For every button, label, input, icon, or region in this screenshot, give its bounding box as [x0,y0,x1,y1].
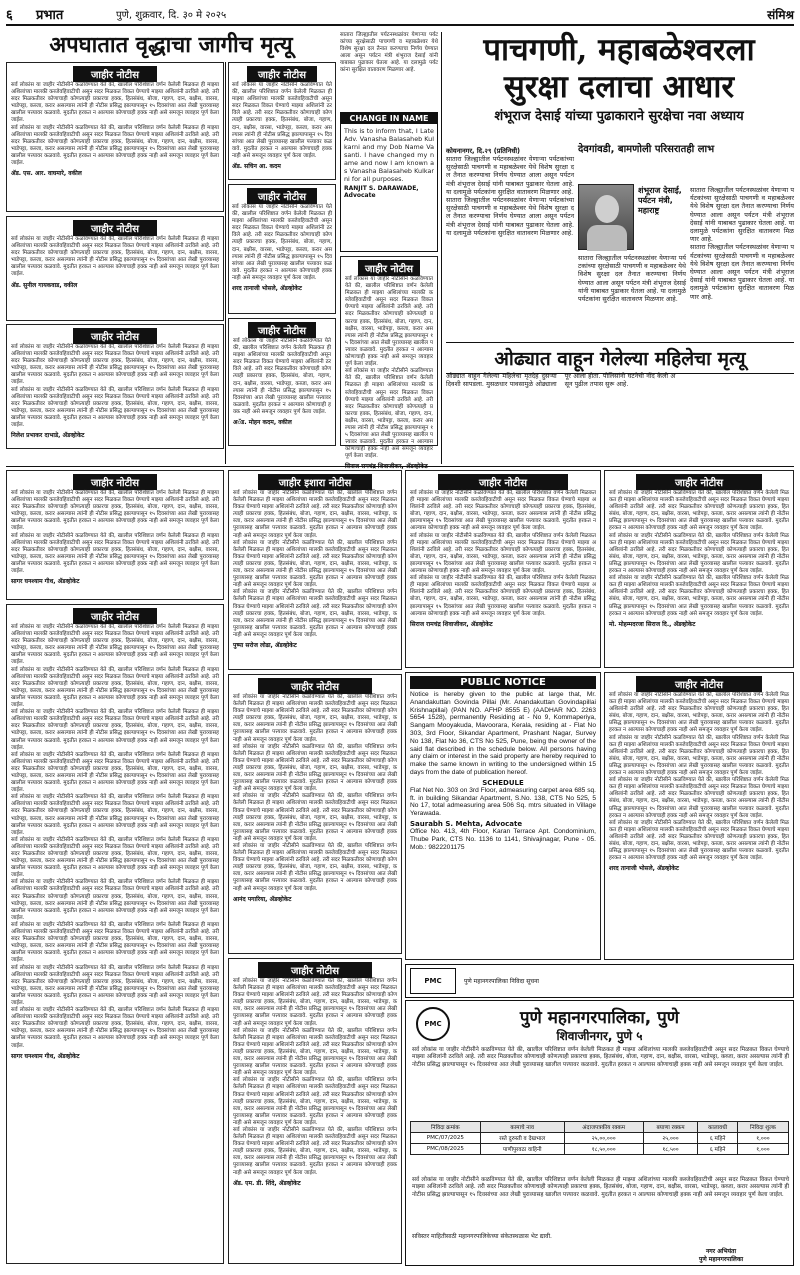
table-cell: १,००० [737,1144,788,1155]
notice-heading: जाहीर नोटीस [247,188,317,204]
notice-body: सर्व लोकांस या जाहीर नोटीसीने कळविण्यात येते की, खालील परिशिष्टात वर्णन केलेली मिळकत ही माझ्या अशिलांच्या मालकी कब्जेवहिवाटीची असून सदर मिळकत विकत घेण्याचे माझ्या अशिलांनी ठरविले आहे. तरी सदर मिळकतीवर कोणाचाही कोणत्याही प्रकारचा हक्क, हितसंबंध, बोजा, गहाण, दान, बक्षीस, वारसा, भाडेपट्टा, कब्जा, करार असल्यास त्यांनी ही नोटीस प्रसिद्ध झाल्यापासून १५ दिवसांच्या आत लेखी पुराव्यासह खालील पत्त्यावर कळवावे. मुदतीत हरकत न आल्यास कोणाचाही हक्क नाही असे समजून व्यवहार पूर्ण केला जाईल. [233,338,331,415]
schedule-text: Flat Net No. 303 on 3rd Floor, admeasuring carpet area 685 sq. ft. in building Sikandar Apartment, S.No. 138, CTS No 525, 5 No 17, total admeasuring area 506 Sq. mtrs situated in Village Yerawada. [410,786,596,818]
left-headline: अपघातात वृद्धाचा जागीच मृत्यू [49,32,293,58]
notice-body: सर्व लोकांस या जाहीर नोटीसीने कळविण्यात येते की, खालील परिशिष्टात वर्णन केलेली मिळकत ही माझ्या अशिलांच्या मालकी कब्जेवहिवाटीची असून सदर मिळकत विकत घेण्याचे माझ्या अशिलांनी ठरविले आहे. तरी सदर मिळकतीवर कोणाचाही कोणत्याही प्रकारचा हक्क, हितसंबंध, बोजा, गहाण, दान, बक्षीस, वारसा, भाडेपट्टा, कब्जा, करार असल्यास त्यांनी ही नोटीस प्रसिद्ध झाल्यापासून १५ दिवसांच्या आत लेखी पुराव्यासह खालील पत्त्यावर कळवावे. मुदतीत हरकत न आल्यास कोणाचाही हक्क नाही असे समजून व्यवहार पूर्ण केला जाईल. [11,709,219,751]
notice-13 [405,470,601,668]
pmc-sign-org: पुणे महानगरपालिका [698,1256,744,1263]
notice-body: सर्व लोकांस या जाहीर नोटीसीने कळविण्यात येते की, खालील परिशिष्टात वर्णन केलेली मिळकत ही माझ्या अशिलांच्या मालकी कब्जेवहिवाटीची असून सदर मिळकत विकत घेण्याचे माझ्या अशिलांनी ठरविले आहे. तरी सदर मिळकतीवर कोणाचाही कोणत्याही प्रकारचा हक्क, हितसंबंध, बोजा, गहाण, दान, बक्षीस, वारसा, भाडेपट्टा, कब्जा, करार असल्यास त्यांनी ही नोटीस प्रसिद्ध झाल्यापासून १५ दिवसांच्या आत लेखी पुराव्यासह खालील पत्त्यावर कळवावे. मुदतीत हरकत न आल्यास कोणाचाही हक्क नाही असे समजून व्यवहार पूर्ण केला जाईल. [11,964,219,1006]
story-text: सातारा जिल्ह्यातील पर्यटनस्थळांवर येणाऱ्या पर्यटकांच्या सुरक्षेसाठी पाचगणी व महाबळेश्वर येथे विशेष सुरक्षा दल तैनात करण्याचा निर्णय घेण्यात आला असून पर्यटन मंत्री शंभूराज देसाई यांनी याबाबत पुढाकार घेतला आहे. या दलामुळे पर्यटकांना सुरक्षित वातावरण मिळणार आहे. [446,155,574,196]
story-col-3 [690,186,794,336]
notice-body: सर्व लोकांस या जाहीर नोटीसीने कळविण्यात येते की, खालील परिशिष्टात वर्णन केलेली मिळकत ही माझ्या अशिलांच्या मालकी कब्जेवहिवाटीची असून सदर मिळकत विकत घेण्याचे माझ्या अशिलांनी ठरविले आहे. तरी सदर मिळकतीवर कोणाचाही कोणत्याही प्रकारचा हक्क, हितसंबंध, बोजा, गहाण, दान, बक्षीस, वारसा, भाडेपट्टा, कब्जा, करार असल्यास त्यांनी ही नोटीस प्रसिद्ध झाल्यापासून १५ दिवसांच्या आत लेखी पुराव्यासह खालील पत्त्यावर कळवावे. मुदतीत हरकत न आल्यास कोणाचाही हक्क नाही असे समजून व्यवहार पूर्ण केला जाईल. [410,575,596,617]
change-in-name-box [340,112,438,252]
notice-body: सर्व लोकांस या जाहीर नोटीसीने कळविण्यात येते की, खालील परिशिष्टात वर्णन केलेली मिळकत ही माझ्या अशिलांच्या मालकी कब्जेवहिवाटीची असून सदर मिळकत विकत घेण्याचे माझ्या अशिलांनी ठरविले आहे. तरी सदर मिळकतीवर कोणाचाही कोणत्याही प्रकारचा हक्क, हितसंबंध, बोजा, गहाण, दान, बक्षीस, वारसा, भाडेपट्टा, कब्जा, करार असल्यास त्यांनी ही नोटीस प्रसिद्ध झाल्यापासून १५ दिवसांच्या आत लेखी पुराव्यासह खालील पत्त्यावर कळवावे. मुदतीत हरकत न आल्यास कोणाचाही हक्क नाही असे समजून व्यवहार पूर्ण केला जाईल. [232,82,332,159]
notice-heading: जाहीर नोटीस [73,474,156,490]
notice-body: सर्व लोकांस या जाहीर नोटीसीने कळविण्यात येते की, खालील परिशिष्टात वर्णन केलेली मिळकत ही माझ्या अशिलांच्या मालकी कब्जेवहिवाटीची असून सदर मिळकत विकत घेण्याचे माझ्या अशिलांनी ठरविले आहे. तरी सदर मिळकतीवर कोणाचाही कोणत्याही प्रकारचा हक्क, हितसंबंध, बोजा, गहाण, दान, बक्षीस, वारसा, भाडेपट्टा, कब्जा, करार असल्यास त्यांनी ही नोटीस प्रसिद्ध झाल्यापासून १५ दिवसांच्या आत लेखी पुराव्यासह खालील पत्त्यावर कळवावे. मुदतीत हरकत न आल्यास कोणाचाही हक्क नाही असे समजून व्यवहार पूर्ण केला जाईल. [11,490,219,532]
pmc-title: पुणे महानगरपालिका, पुणे [519,1008,680,1028]
notice-heading: जाहीर इशारा नोटीस [258,474,373,490]
table-cell: PMC/08/2025 [411,1144,481,1155]
notice-body: सर्व लोकांस या जाहीर नोटीसीने कळविण्यात येते की, खालील परिशिष्टात वर्णन केलेली मिळकत ही माझ्या अशिलांच्या मालकी कब्जेवहिवाटीची असून सदर मिळकत विकत घेण्याचे माझ्या अशिलांनी ठरविले आहे. तरी सदर मिळकतीवर कोणाचाही कोणत्याही प्रकारचा हक्क, हितसंबंध, बोजा, गहाण, दान, बक्षीस, वारसा, भाडेपट्टा, कब्जा, करार असल्यास त्यांनी ही नोटीस प्रसिद्ध झाल्यापासून १५ दिवसांच्या आत लेखी पुराव्यासह खालील पत्त्यावर कळवावे. मुदतीत हरकत न आल्यास कोणाचाही हक्क नाही असे समजून व्यवहार पूर्ण केला जाईल. [233,743,397,793]
change-in-name-advocate: RANJIT S. DARAWADE, Advocate [344,185,419,199]
notice-signature: ॲड. एम. डी. शिंदे, ॲडव्होकेट [233,1179,301,1187]
notice-body: सर्व लोकांस या जाहीर नोटीसीने कळविण्यात येते की, खालील परिशिष्टात वर्णन केलेली मिळकत ही माझ्या अशिलांच्या मालकी कब्जेवहिवाटीची असून सदर मिळकत विकत घेण्याचे माझ्या अशिलांनी ठरविले आहे. तरी सदर मिळकतीवर कोणाचाही कोणत्याही प्रकारचा हक्क, हितसंबंध, बोजा, गहाण, दान, बक्षीस, वारसा, भाडेपट्टा, कब्जा, करार असल्यास त्यांनी ही नोटीस प्रसिद्ध झाल्यापासून १५ दिवसांच्या आत लेखी पुराव्यासह खालील पत्त्यावर कळवावे. मुदतीत हरकत न आल्यास कोणाचाही हक्क नाही असे समजून व्यवहार पूर्ण केला जाईल. [11,921,219,964]
notice-15 [604,672,794,960]
notice-heading: जाहीर नोटीस [247,66,317,82]
table-cell: १८,५०,००० [564,1144,643,1155]
notice-body: सर्व लोकांस या जाहीर नोटीसीने कळविण्यात येते की, खालील परिशिष्टात वर्णन केलेली मिळकत ही माझ्या अशिलांच्या मालकी कब्जेवहिवाटीची असून सदर मिळकत विकत घेण्याचे माझ्या अशिलांनी ठरविले आहे. तरी सदर मिळकतीवर कोणाचाही कोणत्याही प्रकारचा हक्क, हितसंबंध, बोजा, गहाण, दान, बक्षीस, वारसा, भाडेपट्टा, कब्जा, करार असल्यास त्यांनी ही नोटीस प्रसिद्ध झाल्यापासून १५ दिवसांच्या आत लेखी पुराव्यासह खालील पत्त्यावर कळवावे. मुदतीत हरकत न आल्यास कोणाचाही हक्क नाही असे समजून व्यवहार पूर्ण केला जाईल. [232,204,332,281]
notice-9 [6,604,224,1264]
table-row [411,1133,789,1144]
table-header-row [411,1122,789,1133]
notice-body: सर्व लोकांस या जाहीर नोटीसीने कळविण्यात येते की, खालील परिशिष्टात वर्णन केलेली मिळकत ही माझ्या अशिलांच्या मालकी कब्जेवहिवाटीची असून सदर मिळकत विकत घेण्याचे माझ्या अशिलांनी ठरविले आहे. तरी सदर मिळकतीवर कोणाचाही कोणत्याही प्रकारचा हक्क, हितसंबंध, बोजा, गहाण, दान, बक्षीस, वारसा, भाडेपट्टा, कब्जा, करार असल्यास त्यांनी ही नोटीस प्रसिद्ध झाल्यापासून १५ दिवसांच्या आत लेखी पुराव्यासह खालील पत्त्यावर कळवावे. मुदतीत हरकत न आल्यास कोणाचाही हक्क नाही असे समजून व्यवहार पूर्ण केला जाईल. [11,386,219,429]
notice-heading: जाहीर नोटीस [636,474,762,490]
story-text: सातारा जिल्ह्यातील पर्यटनस्थळांवर येणाऱ्या पर्यटकांच्या सुरक्षेसाठी पाचगणी व महाबळेश्वर येथे विशेष सुरक्षा दल तैनात करण्याचा निर्णय घेण्यात आला असून पर्यटन मंत्री शंभूराज देसाई यांनी याबाबत पुढाकार घेतला आहे. या दलामुळे पर्यटकांना सुरक्षित वातावरण मिळणार आहे. [690,243,794,301]
paper-name: प्रभात [36,8,64,23]
notice-signature: पुष्पा सरोज लोढा, ॲडव्होकेट [233,641,297,649]
page-number: ६ [6,8,13,23]
notice-body: सर्व लोकांस या जाहीर नोटीसीने कळविण्यात येते की, खालील परिशिष्टात वर्णन केलेली मिळकत ही माझ्या अशिलांच्या मालकी कब्जेवहिवाटीची असून सदर मिळकत विकत घेण्याचे माझ्या अशिलांनी ठरविले आहे. तरी सदर मिळकतीवर कोणाचाही कोणत्याही प्रकारचा हक्क, हितसंबंध, बोजा, गहाण, दान, बक्षीस, वारसा, भाडेपट्टा, कब्जा, करार असल्यास त्यांनी ही नोटीस प्रसिद्ध झाल्यापासून १५ दिवसांच्या आत लेखी पुराव्यासह खालील पत्त्यावर कळवावे. मुदतीत हरकत न आल्यास कोणाचाही हक्क नाही असे समजून व्यवहार पूर्ण केला जाईल. [11,344,219,386]
photo-caption: शंभूराज देसाई, पर्यटन मंत्री, महाराष्ट्र [638,186,682,215]
pmc-body: सर्व लोकांस या जाहीर नोटीसीने कळविण्यात येते की, खालील परिशिष्टात वर्णन केलेली मिळकत ही माझ्या अशिलांच्या मालकी कब्जेवहिवाटीची असून सदर मिळकत विकत घेण्याचे माझ्या अशिलांनी ठरविले आहे. तरी सदर मिळकतीवर कोणाचाही कोणत्याही प्रकारचा हक्क, हितसंबंध, बोजा, गहाण, दान, बक्षीस, वारसा, भाडेपट्टा, कब्जा, करार असल्यास त्यांनी ही नोटीस प्रसिद्ध झाल्यापासून १५ दिवसांच्या आत लेखी पुराव्यासह खालील पत्त्यावर कळवावे. मुदतीत हरकत न आल्यास कोणाचाही हक्क नाही असे समजून व्यवहार पूर्ण केला जाईल. [412,1177,789,1198]
pmc-tender-table [410,1121,789,1155]
public-notice [405,672,601,960]
column-rule [225,62,226,464]
table-cell: १,००० [737,1133,788,1144]
notice-body: सर्व लोकांस या जाहीर नोटीसीने कळविण्यात येते की, खालील परिशिष्टात वर्णन केलेली मिळकत ही माझ्या अशिलांच्या मालकी कब्जेवहिवाटीची असून सदर मिळकत विकत घेण्याचे माझ्या अशिलांनी ठरविले आहे. तरी सदर मिळकतीवर कोणाचाही कोणत्याही प्रकारचा हक्क, हितसंबंध, बोजा, गहाण, दान, बक्षीस, वारसा, भाडेपट्टा, कब्जा, करार असल्यास त्यांनी ही नोटीस प्रसिद्ध झाल्यापासून १५ दिवसांच्या आत लेखी पुराव्यासह खालील पत्त्यावर कळवावे. मुदतीत हरकत न आल्यास कोणाचाही हक्क नाही असे समजून व्यवहार पूर्ण केला जाईल. [11,82,219,124]
story-text: सातारा जिल्ह्यातील पर्यटनस्थळांवर येणाऱ्या पर्यटकांच्या सुरक्षेसाठी पाचगणी व महाबळेश्वर येथे विशेष सुरक्षा दल तैनात करण्याचा निर्णय घेण्यात आला असून पर्यटन मंत्री शंभूराज देसाई यांनी याबाबत पुढाकार घेतला आहे. या दलामुळे पर्यटकांना सुरक्षित वातावरण मिळणार आहे. [690,186,794,244]
pmc-subtitle: शिवाजीनगर, पुणे ५ [556,1029,643,1043]
notice-body: सर्व लोकांस या जाहीर नोटीसीने कळविण्यात येते की, खालील परिशिष्टात वर्णन केलेली मिळकत ही माझ्या अशिलांच्या मालकी कब्जेवहिवाटीची असून सदर मिळकत विकत घेण्याचे माझ्या अशिलांनी ठरविले आहे. तरी सदर मिळकतीवर कोणाचाही कोणत्याही प्रकारचा हक्क, हितसंबंध, बोजा, गहाण, दान, बक्षीस, वारसा, भाडेपट्टा, कब्जा, करार असल्यास त्यांनी ही नोटीस प्रसिद्ध झाल्यापासून १५ दिवसांच्या आत लेखी पुराव्यासह खालील पत्त्यावर कळवावे. मुदतीत हरकत न आल्यास कोणाचाही हक्क नाही असे समजून व्यवहार पूर्ण केला जाईल. [233,694,397,743]
public-notice-advocate: Saurabh S. Mehta, Advocate [410,819,523,828]
notice-heading: जाहीर नोटीस [258,962,373,978]
newspaper-page [6,4,794,1270]
notice-signature: सागर घनश्याम गीध, ॲडव्होकेट [11,578,80,586]
notice-signature: मो. मोहम्मदरजा सिराज दि., ॲडव्होकेट [609,620,696,628]
notice-heading: जाहीर नोटीस [73,328,156,344]
notice-body: सर्व लोकांस या जाहीर नोटीसीने कळविण्यात येते की, खालील परिशिष्टात वर्णन केलेली मिळकत ही माझ्या अशिलांच्या मालकी कब्जेवहिवाटीची असून सदर मिळकत विकत घेण्याचे माझ्या अशिलांनी ठरविले आहे. तरी सदर मिळकतीवर कोणाचाही कोणत्याही प्रकारचा हक्क, हितसंबंध, बोजा, गहाण, दान, बक्षीस, वारसा, भाडेपट्टा, कब्जा, करार असल्यास त्यांनी ही नोटीस प्रसिद्ध झाल्यापासून १५ दिवसांच्या आत लेखी पुराव्यासह खालील पत्त्यावर कळवावे. मुदतीत हरकत न आल्यास कोणाचाही हक्क नाही असे समजून व्यवहार पूर्ण केला जाईल. [609,819,790,862]
notice-signature: सिराज रामचंद्र शिवाजीकर, ॲडव्होकेट [410,620,493,628]
notice-heading: जाहीर नोटीस [73,66,156,82]
notice-signature: सागर घनश्याम गीध, ॲडव्होकेट [11,1052,80,1060]
notice-signature: ॲड. एस. आर. वाघमारे, वकील [11,170,82,178]
table-cell: २५,००० [643,1133,698,1144]
notice-heading: जाहीर नोटीस [258,678,373,694]
notice-heading: जाहीर नोटीस [73,220,156,236]
notice-signature: ॲड. सुनील गायकवाड, वकील [11,281,78,289]
notice-14 [604,470,794,668]
notice-body: सर्व लोकांस या जाहीर नोटीसीने कळविण्यात येते की, खालील परिशिष्टात वर्णन केलेली मिळकत ही माझ्या अशिलांच्या मालकी कब्जेवहिवाटीची असून सदर मिळकत विकत घेण्याचे माझ्या अशिलांनी ठरविले आहे. तरी सदर मिळकतीवर कोणाचाही कोणत्याही प्रकारचा हक्क, हितसंबंध, बोजा, गहाण, दान, बक्षीस, वारसा, भाडेपट्टा, कब्जा, करार असल्यास त्यांनी ही नोटीस प्रसिद्ध झाल्यापासून १५ दिवसांच्या आत लेखी पुराव्यासह खालील पत्त्यावर कळवावे. मुदतीत हरकत न आल्यास कोणाचाही हक्क नाही असे समजून व्यवहार पूर्ण केला जाईल. [609,575,790,617]
notice-signature: अॅड. मोहन कदम, वकील [233,419,292,427]
notice-signature: शरद तानाजी भोसले, ॲडव्होकेट [232,285,302,293]
notice-10 [228,470,402,670]
pmc-sign-title: नगर अभियंता [705,1248,737,1255]
section-divider [6,466,794,467]
notice-body: सर्व लोकांस या जाहीर नोटीसीने कळविण्यात येते की, खालील परिशिष्टात वर्णन केलेली मिळकत ही माझ्या अशिलांच्या मालकी कब्जेवहिवाटीची असून सदर मिळकत विकत घेण्याचे माझ्या अशिलांनी ठरविले आहे. तरी सदर मिळकतीवर कोणाचाही कोणत्याही प्रकारचा हक्क, हितसंबंध, बोजा, गहाण, दान, बक्षीस, वारसा, भाडेपट्टा, कब्जा, करार असल्यास त्यांनी ही नोटीस प्रसिद्ध झाल्यापासून १५ दिवसांच्या आत लेखी पुराव्यासह खालील पत्त्यावर कळवावे. मुदतीत हरकत न आल्यास कोणाचाही हक्क नाही असे समजून व्यवहार पूर्ण केला जाईल. [345,276,433,368]
pmc-signatory [656,1247,786,1263]
right-headline [444,32,794,126]
notice-body: सर्व लोकांस या जाहीर नोटीसीने कळविण्यात येते की, खालील परिशिष्टात वर्णन केलेली मिळकत ही माझ्या अशिलांच्या मालकी कब्जेवहिवाटीची असून सदर मिळकत विकत घेण्याचे माझ्या अशिलांनी ठरविले आहे. तरी सदर मिळकतीवर कोणाचाही कोणत्याही प्रकारचा हक्क, हितसंबंध, बोजा, गहाण, दान, बक्षीस, वारसा, भाडेपट्टा, कब्जा, करार असल्यास त्यांनी ही नोटीस प्रसिद्ध झाल्यापासून १५ दिवसांच्या आत लेखी पुराव्यासह खालील पत्त्यावर कळवावे. मुदतीत हरकत न आल्यास कोणाचाही हक्क नाही असे समजून व्यवहार पूर्ण केला जाईल. [609,777,790,819]
notice-body: सर्व लोकांस या जाहीर नोटीसीने कळविण्यात येते की, खालील परिशिष्टात वर्णन केलेली मिळकत ही माझ्या अशिलांच्या मालकी कब्जेवहिवाटीची असून सदर मिळकत विकत घेण्याचे माझ्या अशिलांनी ठरविले आहे. तरी सदर मिळकतीवर कोणाचाही कोणत्याही प्रकारचा हक्क, हितसंबंध, बोजा, गहाण, दान, बक्षीस, वारसा, भाडेपट्टा, कब्जा, करार असल्यास त्यांनी ही नोटीस प्रसिद्ध झाल्यापासून १५ दिवसांच्या आत लेखी पुराव्यासह खालील पत्त्यावर कळवावे. मुदतीत हरकत न आल्यास कोणाचाही हक्क नाही असे समजून व्यवहार पूर्ण केला जाईल. [11,236,219,278]
notice-body: सर्व लोकांस या जाहीर नोटीसीने कळविण्यात येते की, खालील परिशिष्टात वर्णन केलेली मिळकत ही माझ्या अशिलांच्या मालकी कब्जेवहिवाटीची असून सदर मिळकत विकत घेण्याचे माझ्या अशिलांनी ठरविले आहे. तरी सदर मिळकतीवर कोणाचाही कोणत्याही प्रकारचा हक्क, हितसंबंध, बोजा, गहाण, दान, बक्षीस, वारसा, भाडेपट्टा, कब्जा, करार असल्यास त्यांनी ही नोटीस प्रसिद्ध झाल्यापासून १५ दिवसांच्या आत लेखी पुराव्यासह खालील पत्त्यावर कळवावे. मुदतीत हरकत न आल्यास कोणाचाही हक्क नाही असे समजून व्यवहार पूर्ण केला जाईल. [233,978,397,1027]
notice-heading: जाहीर नोटीस [73,608,156,624]
public-notice-title: PUBLIC NOTICE [410,676,596,689]
section-name: संमिश्र [767,7,794,22]
notice-7 [228,318,336,446]
change-in-name-text: This is to inform that, I Late Adv. Vanasha Balasaheb Kulkarni and my Dob Name Vasanti. I have changed my name and now I am known as Vanasha Balasaheb Kulkarni for all purposes. [344,127,434,183]
notice-5 [228,184,336,314]
notice-body: सर्व लोकांस या जाहीर नोटीसीने कळविण्यात येते की, खालील परिशिष्टात वर्णन केलेली मिळकत ही माझ्या अशिलांच्या मालकी कब्जेवहिवाटीची असून सदर मिळकत विकत घेण्याचे माझ्या अशिलांनी ठरविले आहे. तरी सदर मिळकतीवर कोणाचाही कोणत्याही प्रकारचा हक्क, हितसंबंध, बोजा, गहाण, दान, बक्षीस, वारसा, भाडेपट्टा, कब्जा, करार असल्यास त्यांनी ही नोटीस प्रसिद्ध झाल्यापासून १५ दिवसांच्या आत लेखी पुराव्यासह खालील पत्त्यावर कळवावे. मुदतीत हरकत न आल्यास कोणाचाही हक्क नाही असे समजून व्यवहार पूर्ण केला जाईल. [11,751,219,794]
notice-body: सर्व लोकांस या जाहीर नोटीसीने कळविण्यात येते की, खालील परिशिष्टात वर्णन केलेली मिळकत ही माझ्या अशिलांच्या मालकी कब्जेवहिवाटीची असून सदर मिळकत विकत घेण्याचे माझ्या अशिलांनी ठरविले आहे. तरी सदर मिळकतीवर कोणाचाही कोणत्याही प्रकारचा हक्क, हितसंबंध, बोजा, गहाण, दान, बक्षीस, वारसा, भाडेपट्टा, कब्जा, करार असल्यास त्यांनी ही नोटीस प्रसिद्ध झाल्यापासून १५ दिवसांच्या आत लेखी पुराव्यासह खालील पत्त्यावर कळवावे. मुदतीत हरकत न आल्यास कोणाचाही हक्क नाही असे समजून व्यवहार पूर्ण केला जाईल. [11,624,219,666]
table-header-cell: कामाचे नाव [480,1122,564,1133]
change-in-name-title: CHANGE IN NAME [341,113,437,124]
notice-body: सर्व लोकांस या जाहीर नोटीसीने कळविण्यात येते की, खालील परिशिष्टात वर्णन केलेली मिळकत ही माझ्या अशिलांच्या मालकी कब्जेवहिवाटीची असून सदर मिळकत विकत घेण्याचे माझ्या अशिलांनी ठरविले आहे. तरी सदर मिळकतीवर कोणाचाही कोणत्याही प्रकारचा हक्क, हितसंबंध, बोजा, गहाण, दान, बक्षीस, वारसा, भाडेपट्टा, कब्जा, करार असल्यास त्यांनी ही नोटीस प्रसिद्ध झाल्यापासून १५ दिवसांच्या आत लेखी पुराव्यासह खालील पत्त्यावर कळवावे. मुदतीत हरकत न आल्यास कोणाचाही हक्क नाही असे समजून व्यवहार पूर्ण केला जाईल. [410,490,596,532]
notice-body: सर्व लोकांस या जाहीर नोटीसीने कळविण्यात येते की, खालील परिशिष्टात वर्णन केलेली मिळकत ही माझ्या अशिलांच्या मालकी कब्जेवहिवाटीची असून सदर मिळकत विकत घेण्याचे माझ्या अशिलांनी ठरविले आहे. तरी सदर मिळकतीवर कोणाचाही कोणत्याही प्रकारचा हक्क, हितसंबंध, बोजा, गहाण, दान, बक्षीस, वारसा, भाडेपट्टा, कब्जा, करार असल्यास त्यांनी ही नोटीस प्रसिद्ध झाल्यापासून १५ दिवसांच्या आत लेखी पुराव्यासह खालील पत्त्यावर कळवावे. मुदतीत हरकत न आल्यास कोणाचाही हक्क नाही असे समजून व्यवहार पूर्ण केला जाईल. [233,539,397,589]
notice-signature: निलेश प्रभाकर दाभाडे, ॲडव्होकेट [11,432,85,440]
story-subhead: देवगांवडी, बामणोली परिसरातही लाभ [578,144,715,155]
notice-body: सर्व लोकांस या जाहीर नोटीसीने कळविण्यात येते की, खालील परिशिष्टात वर्णन केलेली मिळकत ही माझ्या अशिलांच्या मालकी कब्जेवहिवाटीची असून सदर मिळकत विकत घेण्याचे माझ्या अशिलांनी ठरविले आहे. तरी सदर मिळकतीवर कोणाचाही कोणत्याही प्रकारचा हक्क, हितसंबंध, बोजा, गहाण, दान, बक्षीस, वारसा, भाडेपट्टा, कब्जा, करार असल्यास त्यांनी ही नोटीस प्रसिद्ध झाल्यापासून १५ दिवसांच्या आत लेखी पुराव्यासह खालील पत्त्यावर कळवावे. मुदतीत हरकत न आल्यास कोणाचाही हक्क नाही असे समजून व्यवहार पूर्ण केला जाईल. [11,124,219,167]
story-col-2-head [578,144,794,182]
notice-signature: शरद तानाजी भोसले, ॲडव्होकेट [609,865,679,873]
notice-body: सर्व लोकांस या जाहीर नोटीसीने कळविण्यात येते की, खालील परिशिष्टात वर्णन केलेली मिळकत ही माझ्या अशिलांच्या मालकी कब्जेवहिवाटीची असून सदर मिळकत विकत घेण्याचे माझ्या अशिलांनी ठरविले आहे. तरी सदर मिळकतीवर कोणाचाही कोणत्याही प्रकारचा हक्क, हितसंबंध, बोजा, गहाण, दान, बक्षीस, वारसा, भाडेपट्टा, कब्जा, करार असल्यास त्यांनी ही नोटीस प्रसिद्ध झाल्यापासून १५ दिवसांच्या आत लेखी पुराव्यासह खालील पत्त्यावर कळवावे. मुदतीत हरकत न आल्यास कोणाचाही हक्क नाही असे समजून व्यवहार पूर्ण केला जाईल. [11,794,219,836]
table-row [411,1144,789,1155]
right-headline-subtitle: शंभूराज देसाई यांच्या पुढाकाराने सुरक्षेचा नवा अध्याय [494,109,744,124]
notice-body: सर्व लोकांस या जाहीर नोटीसीने कळविण्यात येते की, खालील परिशिष्टात वर्णन केलेली मिळकत ही माझ्या अशिलांच्या मालकी कब्जेवहिवाटीची असून सदर मिळकत विकत घेण्याचे माझ्या अशिलांनी ठरविले आहे. तरी सदर मिळकतीवर कोणाचाही कोणत्याही प्रकारचा हक्क, हितसंबंध, बोजा, गहाण, दान, बक्षीस, वारसा, भाडेपट्टा, कब्जा, करार असल्यास त्यांनी ही नोटीस प्रसिद्ध झाल्यापासून १५ दिवसांच्या आत लेखी पुराव्यासह खालील पत्त्यावर कळवावे. मुदतीत हरकत न आल्यास कोणाचाही हक्क नाही असे समजून व्यवहार पूर्ण केला जाईल. [609,490,790,532]
notice-body: सर्व लोकांस या जाहीर नोटीसीने कळविण्यात येते की, खालील परिशिष्टात वर्णन केलेली मिळकत ही माझ्या अशिलांच्या मालकी कब्जेवहिवाटीची असून सदर मिळकत विकत घेण्याचे माझ्या अशिलांनी ठरविले आहे. तरी सदर मिळकतीवर कोणाचाही कोणत्याही प्रकारचा हक्क, हितसंबंध, बोजा, गहाण, दान, बक्षीस, वारसा, भाडेपट्टा, कब्जा, करार असल्यास त्यांनी ही नोटीस प्रसिद्ध झाल्यापासून १५ दिवसांच्या आत लेखी पुराव्यासह खालील पत्त्यावर कळवावे. मुदतीत हरकत न आल्यास कोणाचाही हक्क नाही असे समजून व्यवहार पूर्ण केला जाईल. [233,1027,397,1077]
table-header-cell: बयाणा रक्कम [643,1122,698,1133]
notice-body: सर्व लोकांस या जाहीर नोटीसीने कळविण्यात येते की, खालील परिशिष्टात वर्णन केलेली मिळकत ही माझ्या अशिलांच्या मालकी कब्जेवहिवाटीची असून सदर मिळकत विकत घेण्याचे माझ्या अशिलांनी ठरविले आहे. तरी सदर मिळकतीवर कोणाचाही कोणत्याही प्रकारचा हक्क, हितसंबंध, बोजा, गहाण, दान, बक्षीस, वारसा, भाडेपट्टा, कब्जा, करार असल्यास त्यांनी ही नोटीस प्रसिद्ध झाल्यापासून १५ दिवसांच्या आत लेखी पुराव्यासह खालील पत्त्यावर कळवावे. मुदतीत हरकत न आल्यास कोणाचाही हक्क नाही असे समजून व्यवहार पूर्ण केला जाईल. [233,1126,397,1176]
ad-strip [405,964,794,998]
notice-body: सर्व लोकांस या जाहीर नोटीसीने कळविण्यात येते की, खालील परिशिष्टात वर्णन केलेली मिळकत ही माझ्या अशिलांच्या मालकी कब्जेवहिवाटीची असून सदर मिळकत विकत घेण्याचे माझ्या अशिलांनी ठरविले आहे. तरी सदर मिळकतीवर कोणाचाही कोणत्याही प्रकारचा हक्क, हितसंबंध, बोजा, गहाण, दान, बक्षीस, वारसा, भाडेपट्टा, कब्जा, करार असल्यास त्यांनी ही नोटीस प्रसिद्ध झाल्यापासून १५ दिवसांच्या आत लेखी पुराव्यासह खालील पत्त्यावर कळवावे. मुदतीत हरकत न आल्यास कोणाचाही हक्क नाही असे समजून व्यवहार पूर्ण केला जाईल. [609,692,790,734]
news-column: सातारा जिल्ह्यातील पर्यटनस्थळांवर येणाऱ्या पर्यटकांच्या सुरक्षेसाठी पाचगणी व महाबळेश्वर येथे विशेष सुरक्षा दल तैनात करण्याचा निर्णय घेण्यात आला असून पर्यटन मंत्री शंभूराज देसाई यांनी याबाबत पुढाकार घेतला आहे. या दलामुळे पर्यटकांना सुरक्षित वातावरण मिळणार आहे. [340,32,438,74]
notice-body: सर्व लोकांस या जाहीर नोटीसीने कळविण्यात येते की, खालील परिशिष्टात वर्णन केलेली मिळकत ही माझ्या अशिलांच्या मालकी कब्जेवहिवाटीची असून सदर मिळकत विकत घेण्याचे माझ्या अशिलांनी ठरविले आहे. तरी सदर मिळकतीवर कोणाचाही कोणत्याही प्रकारचा हक्क, हितसंबंध, बोजा, गहाण, दान, बक्षीस, वारसा, भाडेपट्टा, कब्जा, करार असल्यास त्यांनी ही नोटीस प्रसिद्ध झाल्यापासून १५ दिवसांच्या आत लेखी पुराव्यासह खालील पत्त्यावर कळवावे. मुदतीत हरकत न आल्यास कोणाचाही हक्क नाही असे समजून व्यवहार पूर्ण केला जाईल. [233,793,397,842]
notice-body: सर्व लोकांस या जाहीर नोटीसीने कळविण्यात येते की, खालील परिशिष्टात वर्णन केलेली मिळकत ही माझ्या अशिलांच्या मालकी कब्जेवहिवाटीची असून सदर मिळकत विकत घेण्याचे माझ्या अशिलांनी ठरविले आहे. तरी सदर मिळकतीवर कोणाचाही कोणत्याही प्रकारचा हक्क, हितसंबंध, बोजा, गहाण, दान, बक्षीस, वारसा, भाडेपट्टा, कब्जा, करार असल्यास त्यांनी ही नोटीस प्रसिद्ध झाल्यापासून १५ दिवसांच्या आत लेखी पुराव्यासह खालील पत्त्यावर कळवावे. मुदतीत हरकत न आल्यास कोणाचाही हक्क नाही असे समजून व्यवहार पूर्ण केला जाईल. [11,532,219,575]
notice-6 [340,256,438,460]
table-header-cell: अंदाजपत्रकीय रक्कम [564,1122,643,1133]
notice-12 [228,958,402,1264]
table-cell: ६ महिने [698,1144,738,1155]
notice-heading: जाहीर नोटीस [636,676,762,692]
story-col-2 [578,254,686,338]
notice-body: सर्व लोकांस या जाहीर नोटीसीने कळविण्यात येते की, खालील परिशिष्टात वर्णन केलेली मिळकत ही माझ्या अशिलांच्या मालकी कब्जेवहिवाटीची असून सदर मिळकत विकत घेण्याचे माझ्या अशिलांनी ठरविले आहे. तरी सदर मिळकतीवर कोणाचाही कोणत्याही प्रकारचा हक्क, हितसंबंध, बोजा, गहाण, दान, बक्षीस, वारसा, भाडेपट्टा, कब्जा, करार असल्यास त्यांनी ही नोटीस प्रसिद्ध झाल्यापासून १५ दिवसांच्या आत लेखी पुराव्यासह खालील पत्त्यावर कळवावे. मुदतीत हरकत न आल्यास कोणाचाही हक्क नाही असे समजून व्यवहार पूर्ण केला जाईल. [233,842,397,892]
notice-body: सर्व लोकांस या जाहीर नोटीसीने कळविण्यात येते की, खालील परिशिष्टात वर्णन केलेली मिळकत ही माझ्या अशिलांच्या मालकी कब्जेवहिवाटीची असून सदर मिळकत विकत घेण्याचे माझ्या अशिलांनी ठरविले आहे. तरी सदर मिळकतीवर कोणाचाही कोणत्याही प्रकारचा हक्क, हितसंबंध, बोजा, गहाण, दान, बक्षीस, वारसा, भाडेपट्टा, कब्जा, करार असल्यास त्यांनी ही नोटीस प्रसिद्ध झाल्यापासून १५ दिवसांच्या आत लेखी पुराव्यासह खालील पत्त्यावर कळवावे. मुदतीत हरकत न आल्यास कोणाचाही हक्क नाही असे समजून व्यवहार पूर्ण केला जाईल. [11,666,219,709]
notice-body: सर्व लोकांस या जाहीर नोटीसीने कळविण्यात येते की, खालील परिशिष्टात वर्णन केलेली मिळकत ही माझ्या अशिलांच्या मालकी कब्जेवहिवाटीची असून सदर मिळकत विकत घेण्याचे माझ्या अशिलांनी ठरविले आहे. तरी सदर मिळकतीवर कोणाचाही कोणत्याही प्रकारचा हक्क, हितसंबंध, बोजा, गहाण, दान, बक्षीस, वारसा, भाडेपट्टा, कब्जा, करार असल्यास त्यांनी ही नोटीस प्रसिद्ध झाल्यापासून १५ दिवसांच्या आत लेखी पुराव्यासह खालील पत्त्यावर कळवावे. मुदतीत हरकत न आल्यास कोणाचाही हक्क नाही असे समजून व्यवहार पूर्ण केला जाईल. [233,589,397,638]
pmc-intro: सर्व लोकांस या जाहीर नोटीसीने कळविण्यात येते की, खालील परिशिष्टात वर्णन केलेली मिळकत ही माझ्या अशिलांच्या मालकी कब्जेवहिवाटीची असून सदर मिळकत विकत घेण्याचे माझ्या अशिलांनी ठरविले आहे. तरी सदर मिळकतीवर कोणाचाही कोणत्याही प्रकारचा हक्क, हितसंबंध, बोजा, गहाण, दान, बक्षीस, वारसा, भाडेपट्टा, कब्जा, करार असल्यास त्यांनी ही नोटीस प्रसिद्ध झाल्यापासून १५ दिवसांच्या आत लेखी पुराव्यासह खालील पत्त्यावर कळवावे. मुदतीत हरकत न आल्यास कोणाचाही हक्क नाही असे समजून व्यवहार पूर्ण केला जाईल. [412,1047,789,1068]
dateline: पुणे, शुक्रवार, दि. ३० मे २०२५ [116,10,227,21]
table-cell: ६ महिने [698,1133,738,1144]
notice-body: सर्व लोकांस या जाहीर नोटीसीने कळविण्यात येते की, खालील परिशिष्टात वर्णन केलेली मिळकत ही माझ्या अशिलांच्या मालकी कब्जेवहिवाटीची असून सदर मिळकत विकत घेण्याचे माझ्या अशिलांनी ठरविले आहे. तरी सदर मिळकतीवर कोणाचाही कोणत्याही प्रकारचा हक्क, हितसंबंध, बोजा, गहाण, दान, बक्षीस, वारसा, भाडेपट्टा, कब्जा, करार असल्यास त्यांनी ही नोटीस प्रसिद्ध झाल्यापासून १५ दिवसांच्या आत लेखी पुराव्यासह खालील पत्त्यावर कळवावे. मुदतीत हरकत न आल्यास कोणाचाही हक्क नाही असे समजून व्यवहार पूर्ण केला जाईल. [609,532,790,575]
story-text: सातारा जिल्ह्यातील पर्यटनस्थळांवर येणाऱ्या पर्यटकांच्या सुरक्षेसाठी पाचगणी व महाबळेश्वर येथे विशेष सुरक्षा दल तैनात करण्याचा निर्णय घेण्यात आला असून पर्यटन मंत्री शंभूराज देसाई यांनी याबाबत पुढाकार घेतला आहे. या दलामुळे पर्यटकांना सुरक्षित वातावरण मिळणार आहे. [578,254,686,304]
pmc-logo: PMC [416,1007,450,1041]
river-story [446,372,794,462]
public-notice-address: Office No. 413, 4th Floor, Karan Terrace Apt. Condominium, Thube Park, CTS No. 1136 to 1141, Shivajinagar, Pune - 05. Mob.: 9822201175 [410,827,596,851]
notice-signature: आनंद पगारिया, ॲडव्होकेट [233,895,292,903]
minister-photo [578,184,634,250]
table-cell: १८,५०० [643,1144,698,1155]
story-dateline: कोयनानगर, दि.२९ (प्रतिनिधी) [446,147,521,155]
public-notice-text: Notice is hereby given to the public at large that, Mr. Anandakuttan Govinda Pillai (Mr. Anandakuttan Govindapillai Krishnapillai) (PAN NO. AFHP 8555 E) (AADHAR NO. 2263 5654 1528), permanently Residing at - No 9, Kommaperiya, Sangam Mooyakuda, Mavoorara, Kerala, residing at - Flat No 303, 3rd Floor, Sikandar Apartment, Prashant Nagar, Survey No 138, Flat No 36, CTS No 525, Pune, being the owner of the said flat described in the schedule below. All persons having any claim or interest in the said property are hereby required to make the same known in writing to the undersigned within 15 days from the date of publication hereof. [410,691,596,776]
notice-1 [6,62,224,212]
notice-body: सर्व लोकांस या जाहीर नोटीसीने कळविण्यात येते की, खालील परिशिष्टात वर्णन केलेली मिळकत ही माझ्या अशिलांच्या मालकी कब्जेवहिवाटीची असून सदर मिळकत विकत घेण्याचे माझ्या अशिलांनी ठरविले आहे. तरी सदर मिळकतीवर कोणाचाही कोणत्याही प्रकारचा हक्क, हितसंबंध, बोजा, गहाण, दान, बक्षीस, वारसा, भाडेपट्टा, कब्जा, करार असल्यास त्यांनी ही नोटीस प्रसिद्ध झाल्यापासून १५ दिवसांच्या आत लेखी पुराव्यासह खालील पत्त्यावर कळवावे. मुदतीत हरकत न आल्यास कोणाचाही हक्क नाही असे समजून व्यवहार पूर्ण केला जाईल. [345,368,433,460]
schedule-title: SCHEDULE [482,778,524,787]
notice-3 [6,324,224,449]
table-cell: रस्ते दुरुस्ती व देखभाल [480,1133,564,1144]
notice-body: सर्व लोकांस या जाहीर नोटीसीने कळविण्यात येते की, खालील परिशिष्टात वर्णन केलेली मिळकत ही माझ्या अशिलांच्या मालकी कब्जेवहिवाटीची असून सदर मिळकत विकत घेण्याचे माझ्या अशिलांनी ठरविले आहे. तरी सदर मिळकतीवर कोणाचाही कोणत्याही प्रकारचा हक्क, हितसंबंध, बोजा, गहाण, दान, बक्षीस, वारसा, भाडेपट्टा, कब्जा, करार असल्यास त्यांनी ही नोटीस प्रसिद्ध झाल्यापासून १५ दिवसांच्या आत लेखी पुराव्यासह खालील पत्त्यावर कळवावे. मुदतीत हरकत न आल्यास कोणाचाही हक्क नाही असे समजून व्यवहार पूर्ण केला जाईल. [11,879,219,921]
column-rule [441,32,442,464]
notice-body: सर्व लोकांस या जाहीर नोटीसीने कळविण्यात येते की, खालील परिशिष्टात वर्णन केलेली मिळकत ही माझ्या अशिलांच्या मालकी कब्जेवहिवाटीची असून सदर मिळकत विकत घेण्याचे माझ्या अशिलांनी ठरविले आहे. तरी सदर मिळकतीवर कोणाचाही कोणत्याही प्रकारचा हक्क, हितसंबंध, बोजा, गहाण, दान, बक्षीस, वारसा, भाडेपट्टा, कब्जा, करार असल्यास त्यांनी ही नोटीस प्रसिद्ध झाल्यापासून १५ दिवसांच्या आत लेखी पुराव्यासह खालील पत्त्यावर कळवावे. मुदतीत हरकत न आल्यास कोणाचाही हक्क नाही असे समजून व्यवहार पूर्ण केला जाईल. [410,532,596,575]
notice-signature: ॲड. सचिन आ. कदम [232,163,281,171]
story-col-1 [446,144,574,340]
pmc-footer: सविस्तर माहितीसाठी महानगरपालिकेच्या संकेतस्थळास भेट द्यावी. [412,1233,552,1240]
table-header-cell: निविदा क्रमांक [411,1122,481,1133]
notice-heading: जाहीर नोटीस [358,260,420,276]
notice-heading: जाहीर नोटीस [438,474,568,490]
masthead [6,4,794,26]
river-headline: ओढ्यात वाहून गेलेल्या महिलेचा मृत्यू [446,342,794,374]
notice-11 [228,674,402,954]
river-story-text: ओढ्यात वाहून गेलेल्या महिलेचा मृतदेह दुसऱ्या दिवशी सापडला. मुसळधार पावसामुळे ओढ्याला पूर आला होता. पोलिसांनी घटनेची नोंद केली असून पुढील तपास सुरू आहे. [446,372,676,389]
table-cell: पाणीपुरवठा वाहिनी [480,1144,564,1155]
notice-body: सर्व लोकांस या जाहीर नोटीसीने कळविण्यात येते की, खालील परिशिष्टात वर्णन केलेली मिळकत ही माझ्या अशिलांच्या मालकी कब्जेवहिवाटीची असून सदर मिळकत विकत घेण्याचे माझ्या अशिलांनी ठरविले आहे. तरी सदर मिळकतीवर कोणाचाही कोणत्याही प्रकारचा हक्क, हितसंबंध, बोजा, गहाण, दान, बक्षीस, वारसा, भाडेपट्टा, कब्जा, करार असल्यास त्यांनी ही नोटीस प्रसिद्ध झाल्यापासून १५ दिवसांच्या आत लेखी पुराव्यासह खालील पत्त्यावर कळवावे. मुदतीत हरकत न आल्यास कोणाचाही हक्क नाही असे समजून व्यवहार पूर्ण केला जाईल. [11,836,219,879]
notice-body: सर्व लोकांस या जाहीर नोटीसीने कळविण्यात येते की, खालील परिशिष्टात वर्णन केलेली मिळकत ही माझ्या अशिलांच्या मालकी कब्जेवहिवाटीची असून सदर मिळकत विकत घेण्याचे माझ्या अशिलांनी ठरविले आहे. तरी सदर मिळकतीवर कोणाचाही कोणत्याही प्रकारचा हक्क, हितसंबंध, बोजा, गहाण, दान, बक्षीस, वारसा, भाडेपट्टा, कब्जा, करार असल्यास त्यांनी ही नोटीस प्रसिद्ध झाल्यापासून १५ दिवसांच्या आत लेखी पुराव्यासह खालील पत्त्यावर कळवावे. मुदतीत हरकत न आल्यास कोणाचाही हक्क नाही असे समजून व्यवहार पूर्ण केला जाईल. [11,1007,219,1049]
right-headline-line2: सुरक्षा दलाचा आधार [503,69,735,105]
notice-body: सर्व लोकांस या जाहीर नोटीसीने कळविण्यात येते की, खालील परिशिष्टात वर्णन केलेली मिळकत ही माझ्या अशिलांच्या मालकी कब्जेवहिवाटीची असून सदर मिळकत विकत घेण्याचे माझ्या अशिलांनी ठरविले आहे. तरी सदर मिळकतीवर कोणाचाही कोणत्याही प्रकारचा हक्क, हितसंबंध, बोजा, गहाण, दान, बक्षीस, वारसा, भाडेपट्टा, कब्जा, करार असल्यास त्यांनी ही नोटीस प्रसिद्ध झाल्यापासून १५ दिवसांच्या आत लेखी पुराव्यासह खालील पत्त्यावर कळवावे. मुदतीत हरकत न आल्यास कोणाचाही हक्क नाही असे समजून व्यवहार पूर्ण केला जाईल. [609,734,790,777]
notice-body: सर्व लोकांस या जाहीर नोटीसीने कळविण्यात येते की, खालील परिशिष्टात वर्णन केलेली मिळकत ही माझ्या अशिलांच्या मालकी कब्जेवहिवाटीची असून सदर मिळकत विकत घेण्याचे माझ्या अशिलांनी ठरविले आहे. तरी सदर मिळकतीवर कोणाचाही कोणत्याही प्रकारचा हक्क, हितसंबंध, बोजा, गहाण, दान, बक्षीस, वारसा, भाडेपट्टा, कब्जा, करार असल्यास त्यांनी ही नोटीस प्रसिद्ध झाल्यापासून १५ दिवसांच्या आत लेखी पुराव्यासह खालील पत्त्यावर कळवावे. मुदतीत हरकत न आल्यास कोणाचाही हक्क नाही असे समजून व्यवहार पूर्ण केला जाईल. [233,1077,397,1126]
ad-text: पुणे महानगरपालिका निविदा सूचना [464,977,539,985]
notice-2 [6,216,224,321]
notice-heading: जाहीर नोटीस [248,322,317,338]
table-cell: PMC/07/2025 [411,1133,481,1144]
table-header-cell: कालावधी [698,1122,738,1133]
notice-body: सर्व लोकांस या जाहीर नोटीसीने कळविण्यात येते की, खालील परिशिष्टात वर्णन केलेली मिळकत ही माझ्या अशिलांच्या मालकी कब्जेवहिवाटीची असून सदर मिळकत विकत घेण्याचे माझ्या अशिलांनी ठरविले आहे. तरी सदर मिळकतीवर कोणाचाही कोणत्याही प्रकारचा हक्क, हितसंबंध, बोजा, गहाण, दान, बक्षीस, वारसा, भाडेपट्टा, कब्जा, करार असल्यास त्यांनी ही नोटीस प्रसिद्ध झाल्यापासून १५ दिवसांच्या आत लेखी पुराव्यासह खालील पत्त्यावर कळवावे. मुदतीत हरकत न आल्यास कोणाचाही हक्क नाही असे समजून व्यवहार पूर्ण केला जाईल. [233,490,397,539]
story-text: सातारा जिल्ह्यातील पर्यटनस्थळांवर येणाऱ्या पर्यटकांच्या सुरक्षेसाठी पाचगणी व महाबळेश्वर येथे विशेष सुरक्षा दल तैनात करण्याचा निर्णय घेण्यात आला असून पर्यटन मंत्री शंभूराज देसाई यांनी याबाबत पुढाकार घेतला आहे. या दलामुळे पर्यटकांना सुरक्षित वातावरण मिळणार आहे. [446,196,574,237]
table-header-cell: निविदा शुल्क [737,1122,788,1133]
table-cell: २५,००,००० [564,1133,643,1144]
right-headline-line1: पाचगणी, महाबळेश्वरला [483,32,755,68]
ad-logo: PMC [410,968,456,994]
pmc-tender-box [405,1000,794,1266]
notice-8 [6,470,224,600]
notice-4 [228,62,336,180]
